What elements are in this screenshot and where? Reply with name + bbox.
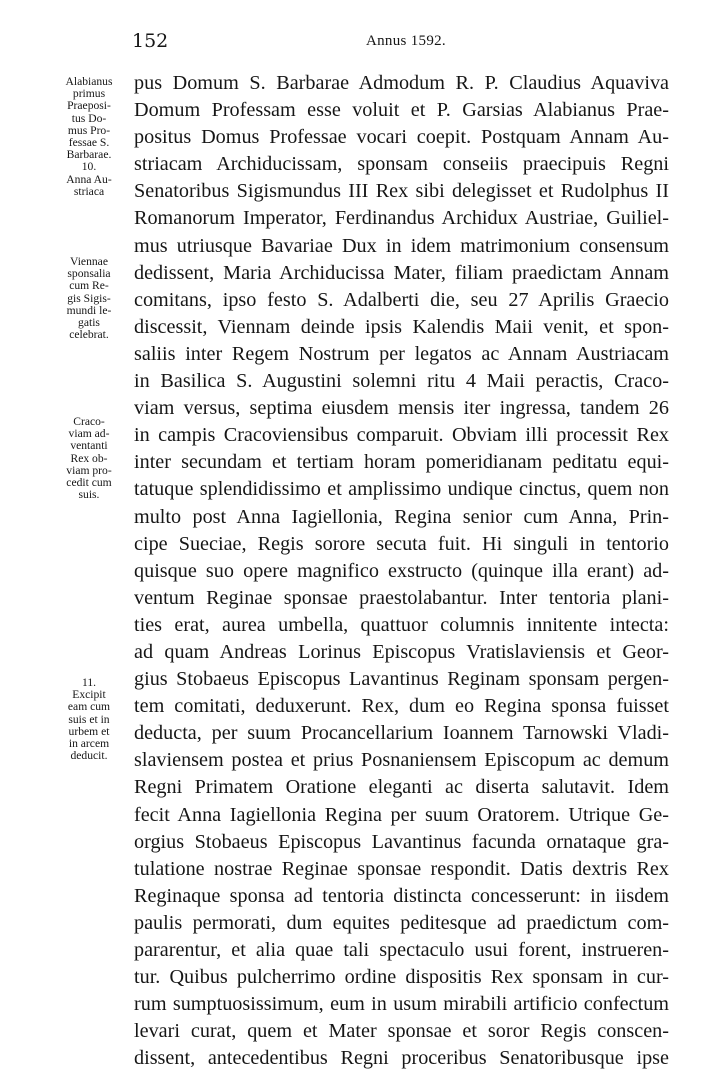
margin-note-line: Praeposi- [67, 99, 111, 113]
body-line: in campis Cracoviensibus comparuit. Obviam illi processit Rex [134, 424, 669, 447]
margin-note [50, 256, 128, 341]
margin-note-line: Rex ob- [70, 451, 108, 465]
body-line: tem comitati, deduxerunt. Rex, dum eo Regina sponsa fuisset [134, 695, 669, 718]
body-line: dedissent, Maria Archiducissa Mater, filiam praedictam Annam [134, 261, 669, 284]
margin-note [50, 677, 128, 762]
margin-note-line: fessae S. [68, 136, 110, 150]
margin-note-line: gatis [78, 316, 100, 330]
margin-note-line: primus [72, 87, 106, 101]
margin-note-line: tus Do- [71, 111, 107, 125]
margin-note-line: Alabianus [65, 75, 113, 88]
body-line: viam versus, septima eiusdem mensis iter ingressa, tandem 26 [134, 397, 669, 420]
body-line: orgius Stobaeus Episcopus Lavantinus facunda ornataque gra- [134, 830, 669, 853]
body-line: levari curat, quem et Mater sponsae et soror Regis conscen- [134, 1020, 669, 1043]
margin-note-line: suis et in [68, 712, 110, 726]
body-line: inter secundam et tertiam horam pomeridianam peditatu equi- [134, 451, 669, 474]
body-line: tur. Quibus pulcherrimo ordine dispositis Rex sponsam in cur- [134, 966, 669, 989]
body-line: Reginaque sponsa ad tentoria distincta concesserunt: in iisdem [134, 884, 669, 907]
margin-note-line: cedit cum [66, 476, 112, 490]
body-line: discessit, Viennam deinde ipsis Kalendis Maii venit, et spon- [134, 315, 669, 338]
margin-note-line: striaca [73, 184, 105, 198]
body-line: fecit Anna Iagiellonia Regina per suum Oratorem. Utrique Ge- [134, 803, 669, 826]
body-line: gius Stobaeus Episcopus Lavantinus Reginam sponsam pergen- [134, 668, 669, 691]
body-line: deducta, per suum Procancellarium Ioannem Tarnowski Vladi- [134, 722, 669, 745]
margin-note-line: ventanti [70, 439, 108, 453]
body-line: paulis permorati, dum equites peditesque ad praedictum com- [134, 911, 669, 934]
body-line: ties erat, aurea umbella, quattuor columnis innitente intecta: [134, 613, 669, 636]
body-line: cipe Sueciae, Regis sorore secuta fuit. Hi singuli in tentorio [134, 532, 669, 555]
margin-note-line: in arcem [68, 737, 110, 751]
body-text [134, 70, 669, 1072]
body-line: Domum Professam esse voluit et P. Garsias Alabianus Prae- [134, 99, 669, 122]
body-line: multo post Anna Iagiellonia, Regina senior cum Anna, Prin- [134, 505, 669, 528]
body-line: ventum Reginae sponsae praestolabantur. Inter tentoria plani- [134, 586, 669, 609]
margin-note-line: Anna Au- [66, 172, 112, 186]
body-line: Regni Primatem Oratione eleganti ac diserta salutavit. Idem [134, 776, 669, 799]
body-line: striacam Archiducissam, sponsam conseiis praecipuis Regni [134, 153, 669, 176]
margin-note-line: sponsalia [67, 267, 111, 281]
body-line: Senatoribus Sigismundus III Rex sibi delegisset et Rudolphus II [134, 180, 669, 203]
margin-note [50, 76, 128, 198]
margin-note-line: Barbarae. [66, 148, 112, 162]
body-line: comitans, ipso festo S. Adalberti die, seu 27 Aprilis Graecio [134, 288, 669, 311]
body-line: Romanorum Imperator, Ferdinandus Archidux Austriae, Guiliel- [134, 207, 669, 230]
margin-note-line: eam cum [67, 700, 111, 714]
margin-note-line: mundi le- [66, 303, 112, 317]
body-line: in Basilica S. Augustini solemni ritu 4 Maii peractis, Craco- [134, 370, 669, 393]
body-line: positus Domus Professae vocari coepit. Postquam Annam Au- [134, 126, 669, 149]
margin-note-line: deducit. [70, 749, 108, 763]
body-line: tatuque splendidissimo et amplissimo undique cinctus, quem non [134, 478, 669, 501]
body-line: dissent, antecedentibus Regni proceribus Senatoribusque ipse [134, 1047, 669, 1070]
running-head: Annus 1592. [366, 33, 446, 49]
body-line: tulatione nostrae Reginae sponsae respondit. Datis dextris Rex [134, 857, 669, 880]
body-line: pus Domum S. Barbarae Admodum R. P. Claudius Aquaviva [134, 72, 669, 94]
margin-note-line: 11. [81, 676, 97, 689]
margin-note-line: Excipit [72, 688, 106, 702]
margin-note-line: gis Sigis- [67, 291, 111, 305]
body-line: rum sumptuosissimum, eum in usum mirabili artificio confectum [134, 993, 669, 1016]
margin-note-line: 10. [81, 160, 97, 174]
body-line: pararentur, et alia quae tali spectaculo usui forent, instrueren- [134, 939, 669, 961]
margin-note-line: suis. [78, 488, 100, 502]
margin-note-line: cum Re- [69, 279, 109, 293]
body-line: saliis inter Regem Nostrum per legatos ac Annam Austriacam [134, 342, 669, 365]
margin-note-line: celebrat. [69, 328, 109, 342]
margin-note-line: mus Pro- [67, 123, 111, 137]
page-number: 152 [132, 30, 169, 52]
margin-note-line: urbem et [68, 724, 110, 738]
margin-note-line: Viennae [70, 255, 108, 268]
body-line: ad quam Andreas Lorinus Episcopus Vratislaviensis et Geor- [134, 640, 669, 663]
margin-note-line: Craco- [73, 415, 105, 428]
body-line: quisque suo opere magnifico exstructo (quinque illa erant) ad- [134, 559, 669, 582]
margin-note-line: viam ad- [68, 427, 110, 441]
body-line: slaviensem postea et prius Posnaniensem Episcopum ac demum [134, 749, 669, 772]
margin-note-line: viam pro- [66, 463, 112, 477]
body-line: mus utriusque Bavariae Dux in idem matrimonium consensum [134, 234, 669, 257]
margin-note [50, 416, 128, 501]
